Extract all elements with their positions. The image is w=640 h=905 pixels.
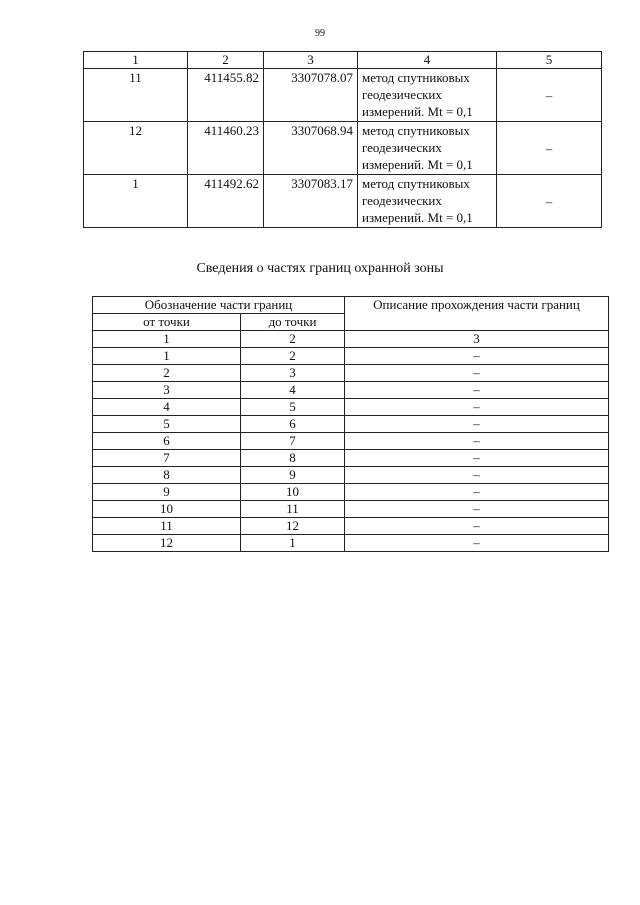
header-group-label: Обозначение части границ	[93, 297, 345, 314]
column-number: 3	[345, 331, 609, 348]
table-row	[84, 69, 602, 122]
table-row	[93, 484, 609, 501]
point-id: 11	[84, 69, 188, 122]
from-point: 12	[93, 535, 241, 552]
x-coordinate: 411455.82	[188, 69, 264, 122]
description-cell: –	[345, 450, 609, 467]
to-point: 11	[241, 501, 345, 518]
to-point: 4	[241, 382, 345, 399]
to-point: 6	[241, 416, 345, 433]
description-cell: –	[345, 348, 609, 365]
from-point: 6	[93, 433, 241, 450]
from-point: 9	[93, 484, 241, 501]
y-coordinate: 3307078.07	[264, 69, 358, 122]
column-number: 1	[93, 331, 241, 348]
column-number: 4	[358, 52, 497, 69]
header-from: от точки	[93, 314, 241, 331]
description-cell: –	[345, 382, 609, 399]
to-point: 5	[241, 399, 345, 416]
table-numbering-row	[93, 331, 609, 348]
page-number: 99	[315, 28, 325, 39]
note-cell: –	[497, 175, 602, 228]
to-point: 8	[241, 450, 345, 467]
boundary-parts-table	[92, 296, 609, 552]
y-coordinate: 3307068.94	[264, 122, 358, 175]
table-row	[93, 382, 609, 399]
table-row	[93, 416, 609, 433]
description-cell: –	[345, 399, 609, 416]
description-cell: –	[345, 535, 609, 552]
to-point: 2	[241, 348, 345, 365]
column-number: 3	[264, 52, 358, 69]
note-cell: –	[497, 122, 602, 175]
from-point: 8	[93, 467, 241, 484]
column-number: 2	[241, 331, 345, 348]
from-point: 2	[93, 365, 241, 382]
table-row	[93, 501, 609, 518]
from-point: 1	[93, 348, 241, 365]
description-cell: –	[345, 467, 609, 484]
header-description: Описание прохождения части границ	[345, 297, 609, 331]
table-row	[93, 433, 609, 450]
description-cell: –	[345, 416, 609, 433]
point-id: 12	[84, 122, 188, 175]
table-row	[93, 518, 609, 535]
from-point: 10	[93, 501, 241, 518]
table-header-row	[84, 52, 602, 69]
table-row	[93, 535, 609, 552]
from-point: 4	[93, 399, 241, 416]
to-point: 12	[241, 518, 345, 535]
from-point: 5	[93, 416, 241, 433]
to-point: 1	[241, 535, 345, 552]
y-coordinate: 3307083.17	[264, 175, 358, 228]
column-number: 5	[497, 52, 602, 69]
header-to: до точки	[241, 314, 345, 331]
section-title: Сведения о частях границ охранной зоны	[196, 261, 444, 276]
table-row	[93, 450, 609, 467]
method-description: метод спутниковых геодезических измерений. Mt = 0,1	[358, 175, 497, 228]
table-row	[84, 122, 602, 175]
description-cell: –	[345, 484, 609, 501]
table-header-row	[93, 297, 609, 314]
to-point: 7	[241, 433, 345, 450]
table-row	[93, 467, 609, 484]
coordinates-table	[83, 51, 602, 228]
method-description: метод спутниковых геодезических измерений. Mt = 0,1	[358, 122, 497, 175]
point-id: 1	[84, 175, 188, 228]
from-point: 7	[93, 450, 241, 467]
to-point: 9	[241, 467, 345, 484]
from-point: 11	[93, 518, 241, 535]
table-row	[93, 348, 609, 365]
table-row	[93, 399, 609, 416]
table-row	[93, 365, 609, 382]
description-cell: –	[345, 365, 609, 382]
description-cell: –	[345, 518, 609, 535]
column-number: 2	[188, 52, 264, 69]
x-coordinate: 411460.23	[188, 122, 264, 175]
column-number: 1	[84, 52, 188, 69]
to-point: 10	[241, 484, 345, 501]
to-point: 3	[241, 365, 345, 382]
description-cell: –	[345, 501, 609, 518]
from-point: 3	[93, 382, 241, 399]
description-cell: –	[345, 433, 609, 450]
method-description: метод спутниковых геодезических измерений. Mt = 0,1	[358, 69, 497, 122]
x-coordinate: 411492.62	[188, 175, 264, 228]
table-row	[84, 175, 602, 228]
note-cell: –	[497, 69, 602, 122]
